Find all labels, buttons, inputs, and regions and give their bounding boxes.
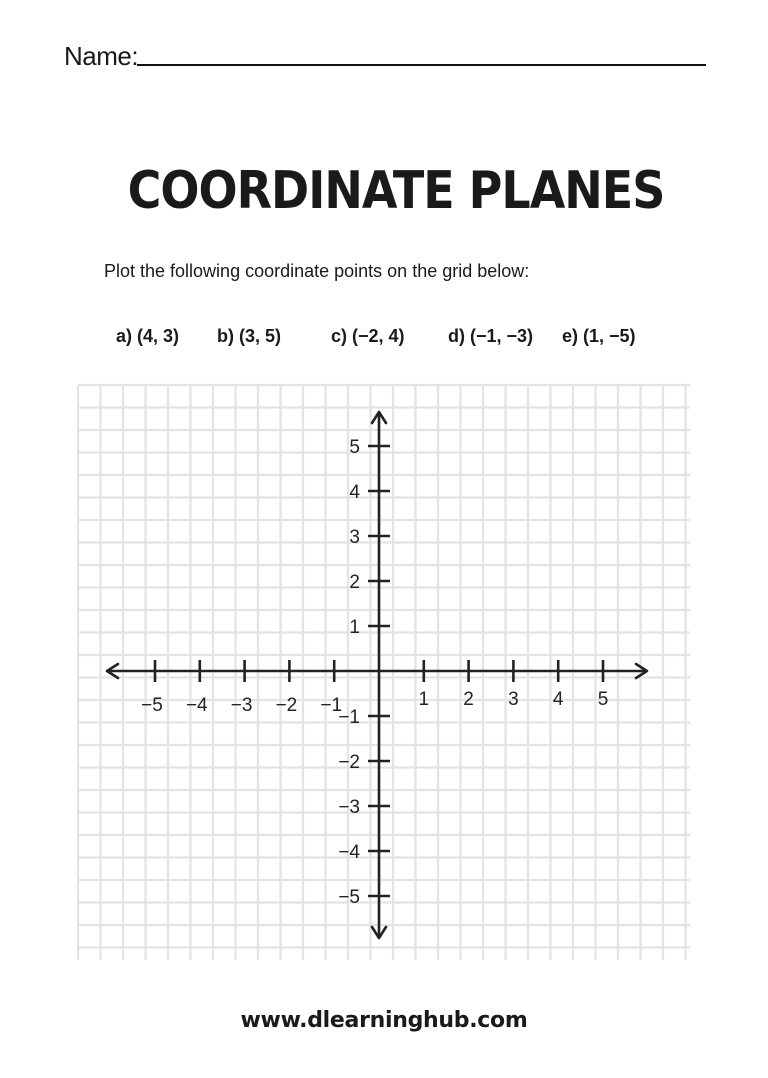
y-tick-label: 4 — [349, 482, 360, 503]
name-label: Name: — [64, 41, 139, 71]
worksheet-title: COORDINATE PLANES — [127, 160, 665, 221]
x-tick-label: 2 — [463, 689, 474, 710]
point-e-label: e) (1, −5) — [562, 326, 636, 346]
y-tick-label: −5 — [338, 887, 360, 908]
x-tick-label: −5 — [141, 695, 163, 716]
y-tick-label: 3 — [349, 527, 360, 548]
y-tick-label: −4 — [338, 842, 360, 863]
x-axis-right-arrow — [636, 664, 647, 678]
point-b-label: b) (3, 5) — [217, 326, 282, 346]
y-tick-label: −3 — [338, 797, 360, 818]
name-row — [64, 40, 706, 72]
x-tick-label: 3 — [508, 689, 519, 710]
name-write-line[interactable] — [137, 64, 706, 66]
instruction-text: Plot the following coordinate points on the grid below: — [104, 261, 530, 281]
point-c-label: c) (−2, 4) — [331, 326, 405, 346]
x-tick-label: 5 — [597, 689, 609, 710]
points-list — [0, 326, 768, 354]
x-tick-label: −2 — [275, 695, 298, 716]
x-tick-label: 1 — [418, 689, 430, 710]
x-tick-label: −3 — [230, 695, 253, 716]
y-axis-up-arrow — [372, 412, 386, 423]
y-axis-down-arrow — [372, 927, 386, 938]
x-tick-label: −4 — [185, 695, 208, 716]
x-tick-label: 4 — [552, 689, 564, 710]
website-footer: www.dlearninghub.com — [240, 1008, 528, 1033]
y-tick-label: 2 — [349, 572, 360, 593]
y-tick-label: −2 — [338, 752, 360, 773]
y-tick-label: 5 — [349, 437, 360, 458]
point-a-label: a) (4, 3) — [116, 326, 180, 346]
y-tick-label: −1 — [338, 707, 360, 728]
y-tick-label: 1 — [349, 617, 360, 638]
point-d-label: d) (−1, −3) — [448, 326, 534, 346]
x-axis-left-arrow — [107, 664, 118, 678]
x-tick-label: −1 — [320, 695, 343, 716]
